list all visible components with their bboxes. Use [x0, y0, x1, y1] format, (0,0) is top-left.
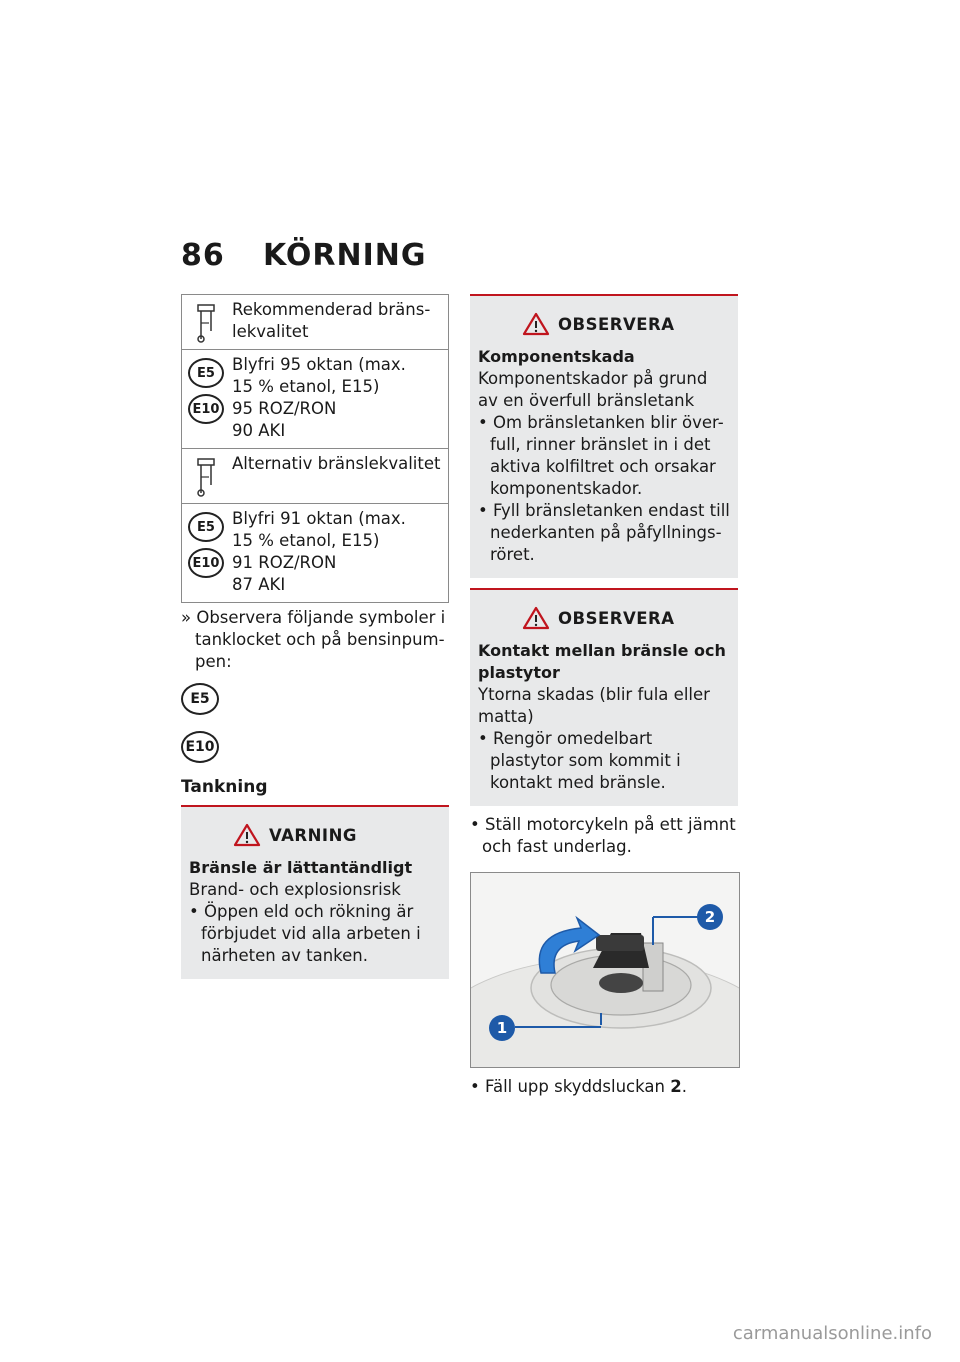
fuel-row-text: 95 ROZ/RON: [232, 399, 337, 418]
notice-box: [470, 588, 738, 806]
notice-subtitle: Komponentskada: [478, 347, 635, 366]
fuel-quality-table: [181, 294, 449, 603]
chapter-title: KÖRNING: [263, 238, 427, 273]
fuel-row-text: 15 % etanol, E15): [232, 531, 380, 550]
e10-icon: E10: [188, 548, 224, 578]
fuel-pump-icon: [182, 295, 230, 349]
section-title: Tankning: [181, 777, 268, 797]
caption-main: • Fäll upp skyddsluckan: [470, 1077, 665, 1096]
callout-2: 2: [697, 904, 723, 930]
notice-item: • Fyll bränsletanken endast till nederkanten på påfyllnings-röret.: [478, 501, 730, 564]
e10-icon: E10: [188, 394, 224, 424]
caption-text: [470, 1076, 738, 1098]
fuel-row: [182, 504, 448, 602]
fuel-row-text: Rekommenderad bräns-: [232, 300, 431, 319]
caption-end: .: [681, 1077, 687, 1096]
fuel-row-text: 15 % etanol, E15): [232, 377, 380, 396]
warning-label: VARNING: [269, 825, 357, 845]
e5-icon: E5: [188, 512, 224, 542]
notice-box: [470, 294, 738, 578]
e5-icon: E5: [188, 358, 224, 388]
page-number: 86: [181, 238, 225, 273]
fuel-row: [182, 295, 448, 350]
notice-subtitle: Kontakt mellan bränsle och plastytor: [478, 641, 726, 682]
e10-icon: E10: [181, 731, 219, 763]
step-text: • Ställ motorcykeln på ett jämnt och fast underlag.: [470, 815, 736, 856]
warning-subtitle: Bränsle är lättantändligt: [189, 858, 413, 877]
warning-box: [181, 805, 449, 979]
notice-item: • Om bränsletanken blir över-full, rinner bränslet in i det aktiva kolfiltret och orsakar komponentskador.: [478, 413, 724, 498]
notice-label: OBSERVERA: [558, 314, 675, 334]
fuel-row: [182, 350, 448, 449]
notice-text: Ytorna skadas (blir fula eller matta): [478, 685, 710, 726]
callout-1: 1: [489, 1015, 515, 1041]
warning-item: • Öppen eld och rökning är förbjudet vid alla arbeten i närheten av tanken.: [189, 902, 421, 965]
symbol-list: [181, 683, 449, 763]
e5-icon: E5: [181, 683, 219, 715]
fuel-row-text: Blyfri 91 oktan (max.: [232, 509, 406, 528]
warning-triangle-icon: [522, 312, 550, 336]
watermark: carmanualsonline.info: [732, 1323, 932, 1344]
fuel-row-text: Blyfri 95 oktan (max.: [232, 355, 406, 374]
observe-symbols-text: » Observera följande symboler i tanklocket och på bensinpum-pen:: [181, 608, 446, 671]
warning-text: Brand- och explosionsrisk: [189, 880, 401, 899]
caption-ref: 2: [670, 1077, 682, 1096]
page-header: [181, 238, 427, 273]
fuel-pump-icon: [182, 449, 230, 503]
fuel-row-text: 90 AKI: [232, 421, 286, 440]
fuel-row-text: Alternativ bränslekvalitet: [232, 454, 441, 473]
warning-triangle-icon: [522, 606, 550, 630]
notice-item: • Rengör omedelbart plastytor som kommit i kontakt med bränsle.: [478, 729, 681, 792]
fuel-row-text: 91 ROZ/RON: [232, 553, 337, 572]
fuel-row: [182, 449, 448, 504]
fuel-row-text: lekvalitet: [232, 322, 309, 341]
notice-text: Komponentskador på grund av en överfull bränsletank: [478, 369, 708, 410]
fuel-cap-image: [471, 873, 739, 1067]
left-column: [181, 294, 449, 979]
fuel-cap-illustration: [470, 872, 740, 1068]
fuel-row-text: 87 AKI: [232, 575, 286, 594]
right-column: [470, 294, 738, 1098]
notice-label: OBSERVERA: [558, 608, 675, 628]
warning-triangle-icon: [233, 823, 261, 847]
